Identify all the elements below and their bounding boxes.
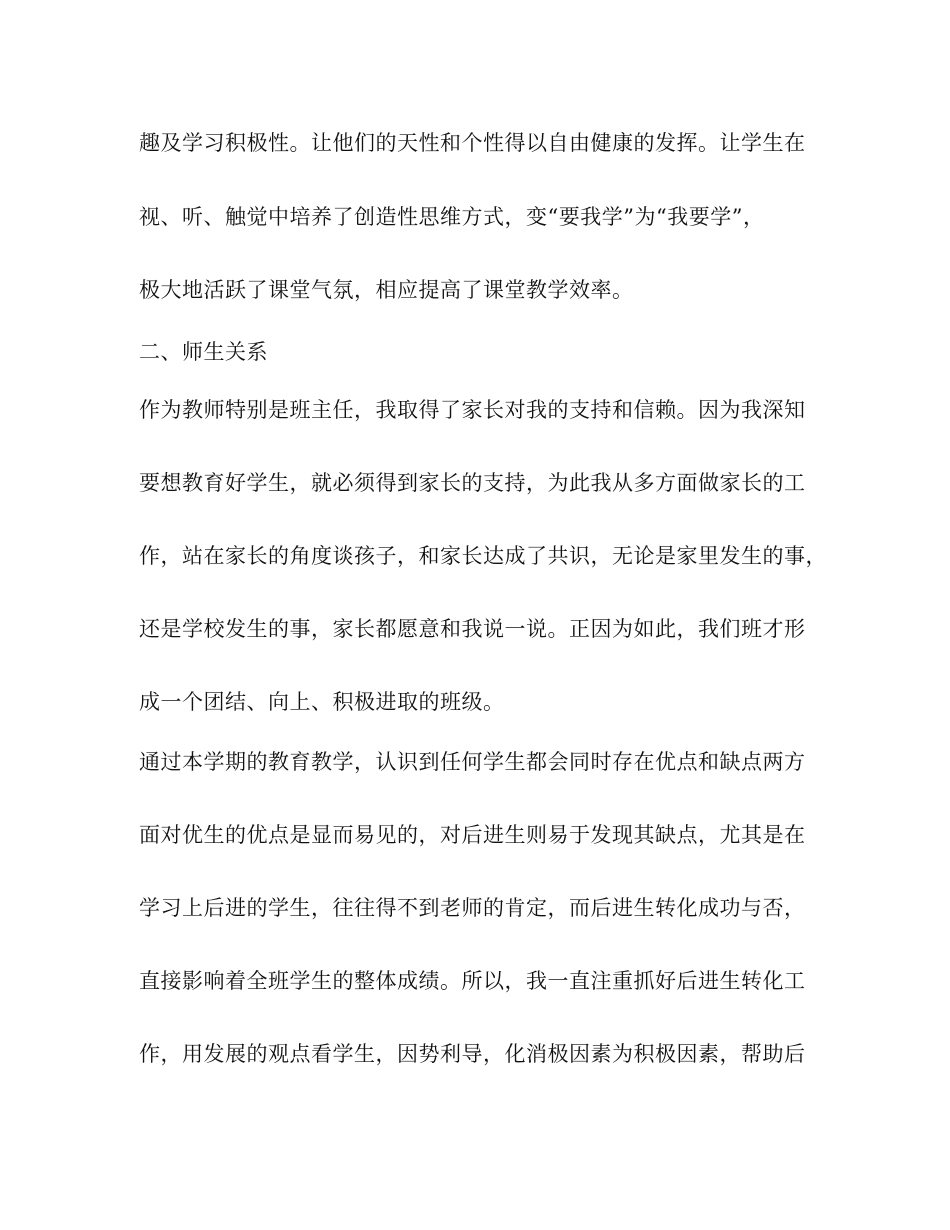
paragraph-2-line-5: 成一个团结、向上、积极进取的班级。	[139, 690, 505, 714]
paragraph-1-line-1: 趣及学习积极性。让他们的天性和个性得以自由健康的发挥。让学生在	[139, 131, 806, 155]
paragraph-2-line-4: 还是学校发生的事，家长都愿意和我说一说。正因为如此，我们班才形	[139, 617, 806, 641]
section-heading: 二、师生关系	[139, 340, 268, 364]
paragraph-2-line-1: 作为教师特别是班主任，我取得了家长对我的支持和信赖。因为我深知	[139, 398, 806, 422]
paragraph-3-line-1: 通过本学期的教育教学，认识到任何学生都会同时存在优点和缺点两方	[139, 750, 806, 774]
paragraph-2-line-2: 要想教育好学生，就必须得到家长的支持，为此我从多方面做家长的工	[139, 471, 806, 495]
paragraph-3-line-4: 直接影响着全班学生的整体成绩。所以，我一直注重抓好后进生转化工	[139, 969, 806, 993]
paragraph-3-line-2: 面对优生的优点是显而易见的，对后进生则易于发现其缺点，尤其是在	[139, 823, 806, 847]
paragraph-2-line-3: 作，站在家长的角度谈孩子，和家长达成了共识，无论是家里发生的事，	[139, 544, 827, 568]
paragraph-1-line-2: 视、听、触觉中培养了创造性思维方式，变“要我学”为“我要学”，	[139, 205, 765, 229]
paragraph-3-line-3: 学习上后进的学生，往往得不到老师的肯定，而后进生转化成功与否，	[139, 896, 806, 920]
paragraph-1-line-3: 极大地活跃了课堂气氛，相应提高了课堂教学效率。	[139, 278, 634, 302]
paragraph-3-line-5: 作，用发展的观点看学生，因势利导，化消极因素为积极因素，帮助后	[139, 1042, 806, 1066]
